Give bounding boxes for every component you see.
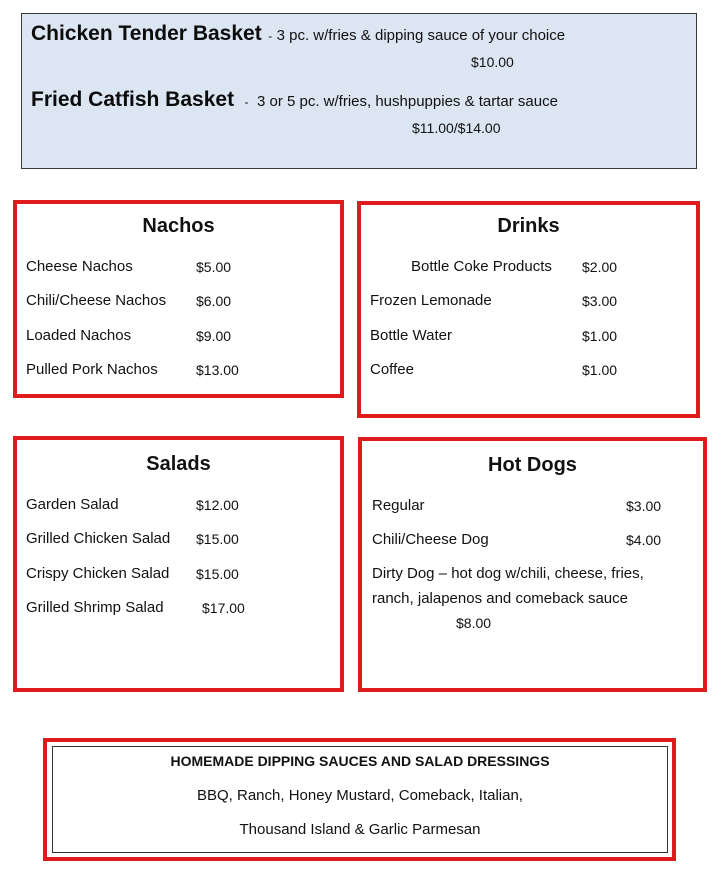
special-separator: - xyxy=(268,29,273,43)
dirty-dog-price: $8.00 xyxy=(456,615,492,631)
menu-item-price: $6.00 xyxy=(196,293,232,309)
section-title: Drinks xyxy=(497,215,560,237)
nachos-section xyxy=(13,200,344,398)
special-name: Fried Catfish Basket xyxy=(31,88,235,111)
special-separator: - xyxy=(244,95,249,109)
menu-item-name: Frozen Lemonade xyxy=(370,292,492,309)
specials-box xyxy=(21,13,697,169)
menu-item-name: Pulled Pork Nachos xyxy=(26,361,158,378)
section-title: Nachos xyxy=(142,215,215,237)
dirty-dog-description: ranch, jalapenos and comeback sauce xyxy=(372,590,628,607)
dirty-dog-description: Dirty Dog – hot dog w/chili, cheese, fries, xyxy=(372,565,644,582)
menu-item-name: Garden Salad xyxy=(26,496,119,513)
menu-item-name: Grilled Shrimp Salad xyxy=(26,599,164,616)
menu-item-price: $17.00 xyxy=(202,600,245,616)
special-description: 3 pc. w/fries & dipping sauce of your choice xyxy=(276,27,566,44)
menu-item-price: $3.00 xyxy=(582,293,618,309)
section-title: Hot Dogs xyxy=(488,454,577,476)
sauces-section xyxy=(43,738,676,861)
menu-item-price: $9.00 xyxy=(196,328,232,344)
menu-item-price: $15.00 xyxy=(196,566,239,582)
menu-item-price: $12.00 xyxy=(196,497,239,513)
menu-item-name: Loaded Nachos xyxy=(26,327,132,344)
special-description: 3 or 5 pc. w/fries, hushpuppies & tartar sauce xyxy=(256,93,558,110)
sauces-inner-frame xyxy=(52,746,668,853)
menu-item-name: Coffee xyxy=(370,361,414,378)
menu-item-name: Bottle Coke Products xyxy=(411,258,552,275)
menu-item-name: Cheese Nachos xyxy=(26,258,133,275)
special-price: $11.00/$14.00 xyxy=(412,120,501,136)
special-name: Chicken Tender Basket xyxy=(31,22,262,45)
salads-section xyxy=(13,436,344,692)
menu-item-price: $15.00 xyxy=(196,531,239,547)
menu-item-price: $2.00 xyxy=(582,259,618,275)
special-item xyxy=(31,88,558,112)
drinks-section xyxy=(357,201,700,418)
special-item xyxy=(31,22,565,46)
menu-item-name: Chili/Cheese Dog xyxy=(372,531,489,548)
sauces-heading: HOMEMADE DIPPING SAUCES AND SALAD DRESSINGS xyxy=(170,753,550,769)
menu-item-name: Grilled Chicken Salad xyxy=(26,530,171,547)
sauces-list-line: Thousand Island & Garlic Parmesan xyxy=(239,821,481,838)
menu-item-price: $1.00 xyxy=(582,328,618,344)
menu-item-price: $3.00 xyxy=(626,498,662,514)
menu-item-price: $5.00 xyxy=(196,259,232,275)
hot-dogs-section xyxy=(358,437,707,692)
menu-item-price: $13.00 xyxy=(196,362,239,378)
menu-item-name: Bottle Water xyxy=(370,327,452,344)
menu-item-name: Crispy Chicken Salad xyxy=(26,565,170,582)
sauces-list-line: BBQ, Ranch, Honey Mustard, Comeback, Italian, xyxy=(197,787,523,804)
section-title: Salads xyxy=(146,453,211,475)
menu-item-name: Chili/Cheese Nachos xyxy=(26,292,167,309)
special-price: $10.00 xyxy=(471,54,514,70)
menu-item-price: $1.00 xyxy=(582,362,618,378)
menu-item-price: $4.00 xyxy=(626,532,662,548)
menu-item-name: Regular xyxy=(372,497,425,514)
